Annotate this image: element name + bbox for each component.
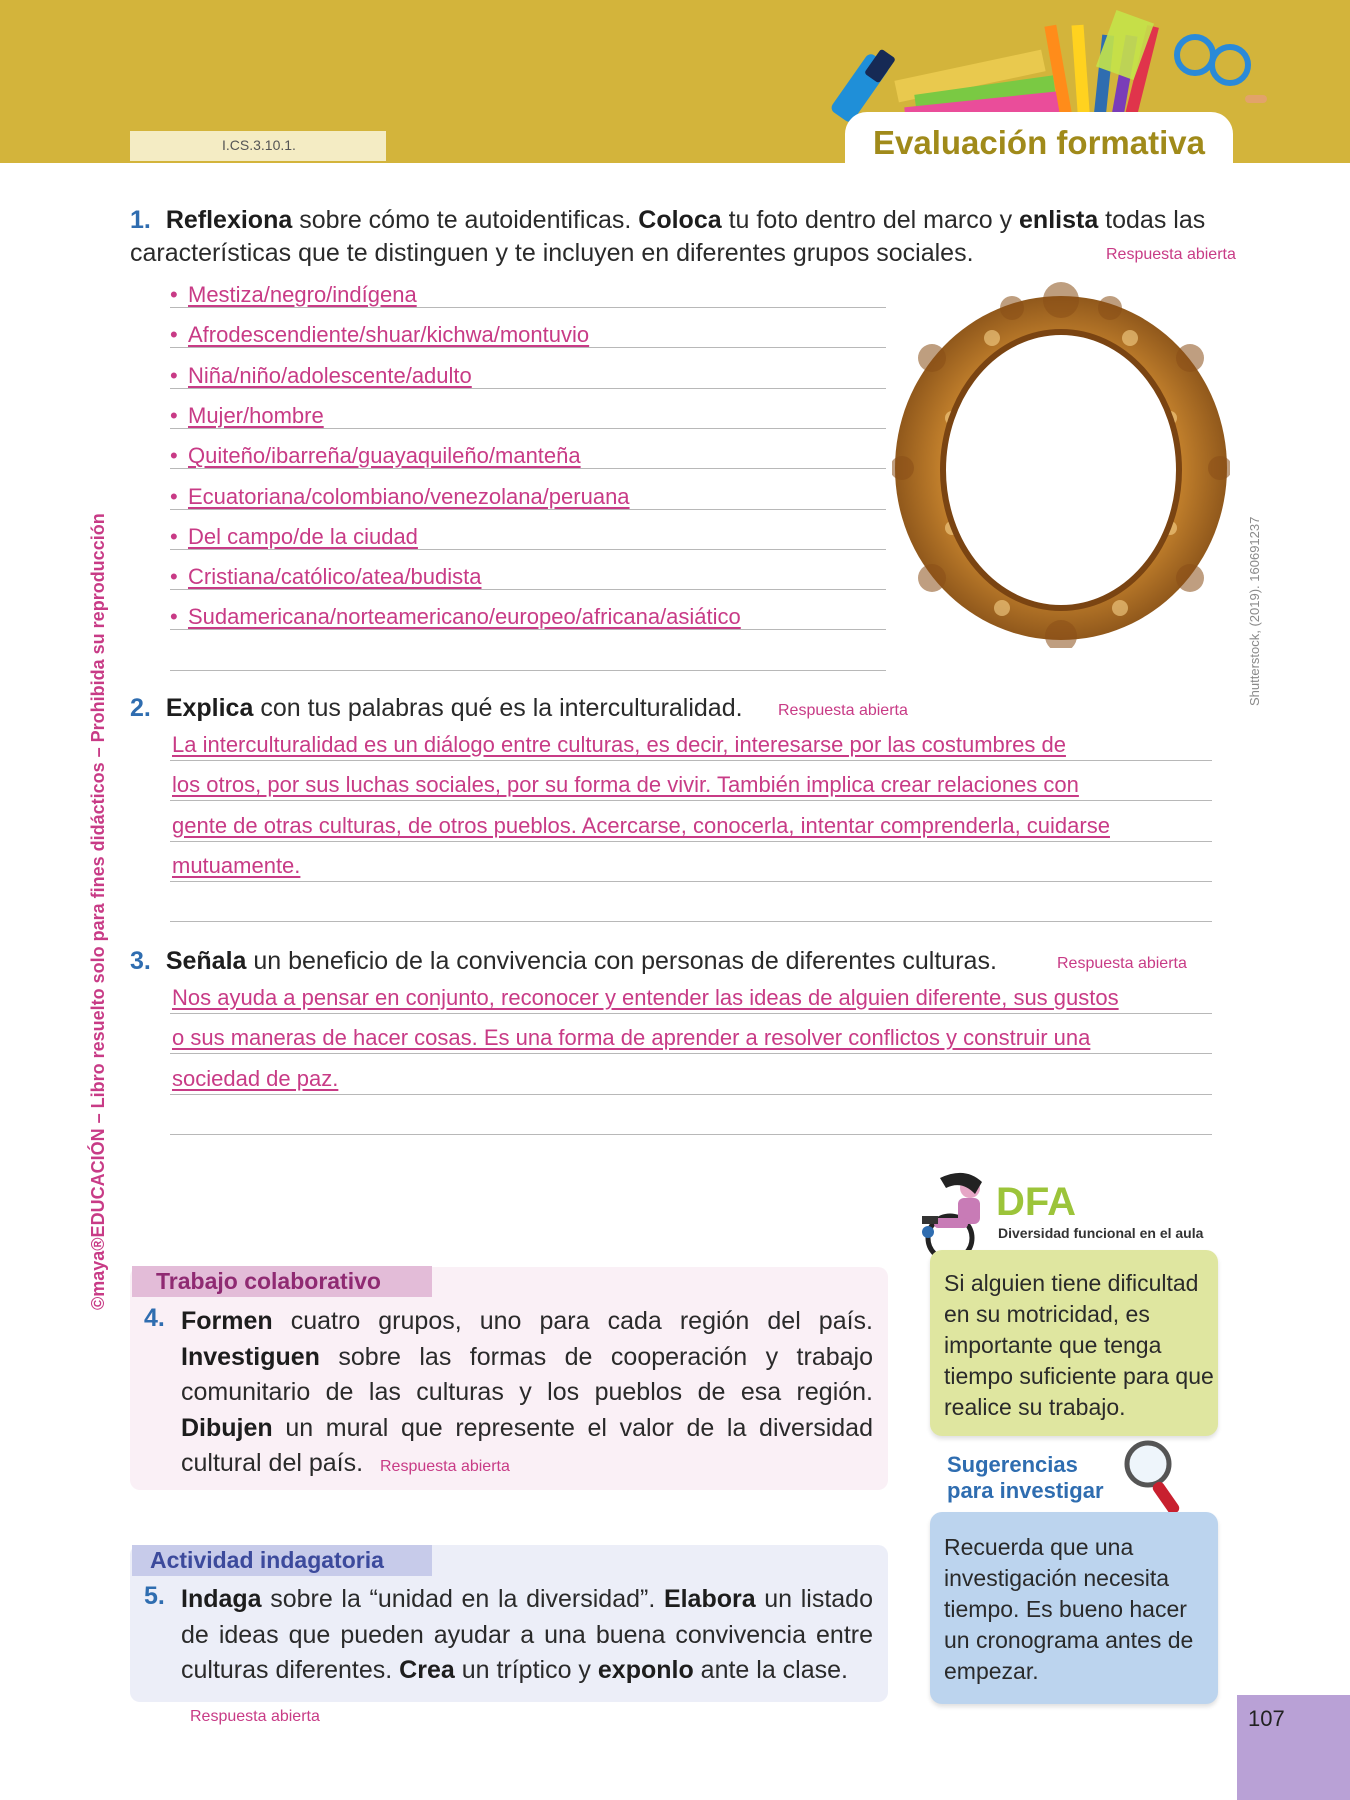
question-number: 5. (144, 1582, 165, 1610)
open-answer-label: Respuesta abierta (778, 702, 908, 719)
answer-line (170, 760, 1212, 761)
answer-text: Nos ayuda a pensar en conjunto, reconocer y entender las ideas de alguien diferente, sus gustos (172, 985, 1119, 1010)
answer-line (170, 1094, 1212, 1095)
dfa-title: DFA (996, 1180, 1076, 1224)
answer-item: • Cristiana/católico/atea/budista (170, 564, 482, 590)
answer-item: • Afrodescendiente/shuar/kichwa/montuvio (170, 322, 590, 348)
answer-item: • Quiteño/ibarreña/guayaquileño/manteña (170, 443, 581, 469)
question-number: 3. (130, 947, 151, 975)
answer-item: • Del campo/de la ciudad (170, 523, 418, 549)
question-number: 4. (144, 1304, 165, 1332)
image-credit: Shutterstock, (2019). 160691237 (1247, 516, 1262, 706)
dfa-subtitle: Diversidad funcional en el aula (998, 1225, 1204, 1241)
ornate-photo-frame (892, 278, 1230, 648)
open-answer-label: Respuesta abierta (1057, 955, 1187, 972)
magnifying-glass-icon (1122, 1440, 1184, 1522)
answer-line (170, 841, 1212, 842)
answer-text: gente de otras culturas, de otros pueblos. Acercarse, conocerla, intentar comprenderla, cuidarse (172, 812, 1110, 838)
answer-text: La interculturalidad es un diálogo entre culturas, es decir, interesarse por las costumbres de (172, 732, 1066, 757)
page-title: Evaluación formativa (873, 124, 1205, 161)
question-1: 1. Reflexiona sobre cómo te autoidentificas. Coloca tu foto dentro del marco y enlista todas las características que te distinguen y te incluyen en diferentes grupos sociales. (130, 206, 1206, 267)
answer-text: sociedad de paz. (172, 1065, 339, 1091)
suggestions-title: Sugerencias para investigar (947, 1452, 1104, 1503)
answer-item: • Sudamericana/norteamericano/europeo/africana/asiático (170, 604, 741, 630)
answer-line (170, 670, 886, 671)
answer-text: o sus maneras de hacer cosas. Es una forma de aprender a resolver conflictos y construir una (172, 1025, 1091, 1051)
open-answer-label: Respuesta abierta (1106, 246, 1236, 263)
answer-line (170, 1134, 1212, 1135)
question-5: Indaga sobre la “unidad en la diversidad”. Elabora un listado de ideas que pueden ayudar a una buena convivencia entre culturas diferentes. Crea un tríptico y exponlo ante la clase. (181, 1585, 873, 1684)
answer-text: mutuamente. (172, 852, 301, 878)
answer-item: • Ecuatoriana/colombiano/venezolana/peruana (170, 483, 630, 509)
answer-text: los otros, por sus luchas sociales, por su forma de vivir. También implica crear relaciones con (172, 772, 1079, 798)
answer-item: • Mujer/hombre (170, 402, 324, 428)
answer-item: • Mestiza/negro/indígena (170, 282, 417, 307)
open-answer-label: Respuesta abierta (380, 1458, 510, 1475)
dfa-note-text: Si alguien tiene dificultad en su motricidad, es importante que tenga tiempo suficiente para que realice su trabajo. (944, 1270, 1214, 1420)
answer-line (170, 881, 1212, 882)
answer-line (170, 1053, 1212, 1054)
answer-line (170, 800, 1212, 801)
open-answer-label: Respuesta abierta (190, 1708, 320, 1725)
collaborative-work-tag: Trabajo colaborativo (132, 1266, 432, 1297)
page-number: 107 (1248, 1706, 1285, 1731)
answer-line (170, 921, 1212, 922)
answer-item: • Niña/niño/adolescente/adulto (170, 362, 472, 388)
inquiry-activity-tag: Actividad indagatoria (132, 1545, 432, 1576)
question-2: 2. Explica con tus palabras qué es la interculturalidad. (130, 694, 743, 722)
suggestions-text: Recuerda que una investigación necesita tiempo. Es bueno hacer un cronograma antes de empezar. (944, 1534, 1194, 1684)
copyright-notice: ©maya®EDUCACIÓN – Libro resuelto solo para fines didácticos – Prohibida su reproducción (88, 513, 108, 1310)
question-number: 1. (130, 206, 151, 234)
question-4: Formen cuatro grupos, uno para cada región del país. Investiguen sobre las formas de cooperación y trabajo comunitario de las culturas y los pueblos de esa región. Dibujen un mural que represente el valor de la diversidad cultural del país. Respuesta abierta (181, 1307, 873, 1477)
question-3: 3. Señala un beneficio de la convivencia con personas de diferentes culturas. (130, 947, 997, 975)
indicator-code: I.CS.3.10.1. (130, 131, 386, 161)
question-number: 2. (130, 694, 151, 722)
answer-line (170, 1013, 1212, 1014)
